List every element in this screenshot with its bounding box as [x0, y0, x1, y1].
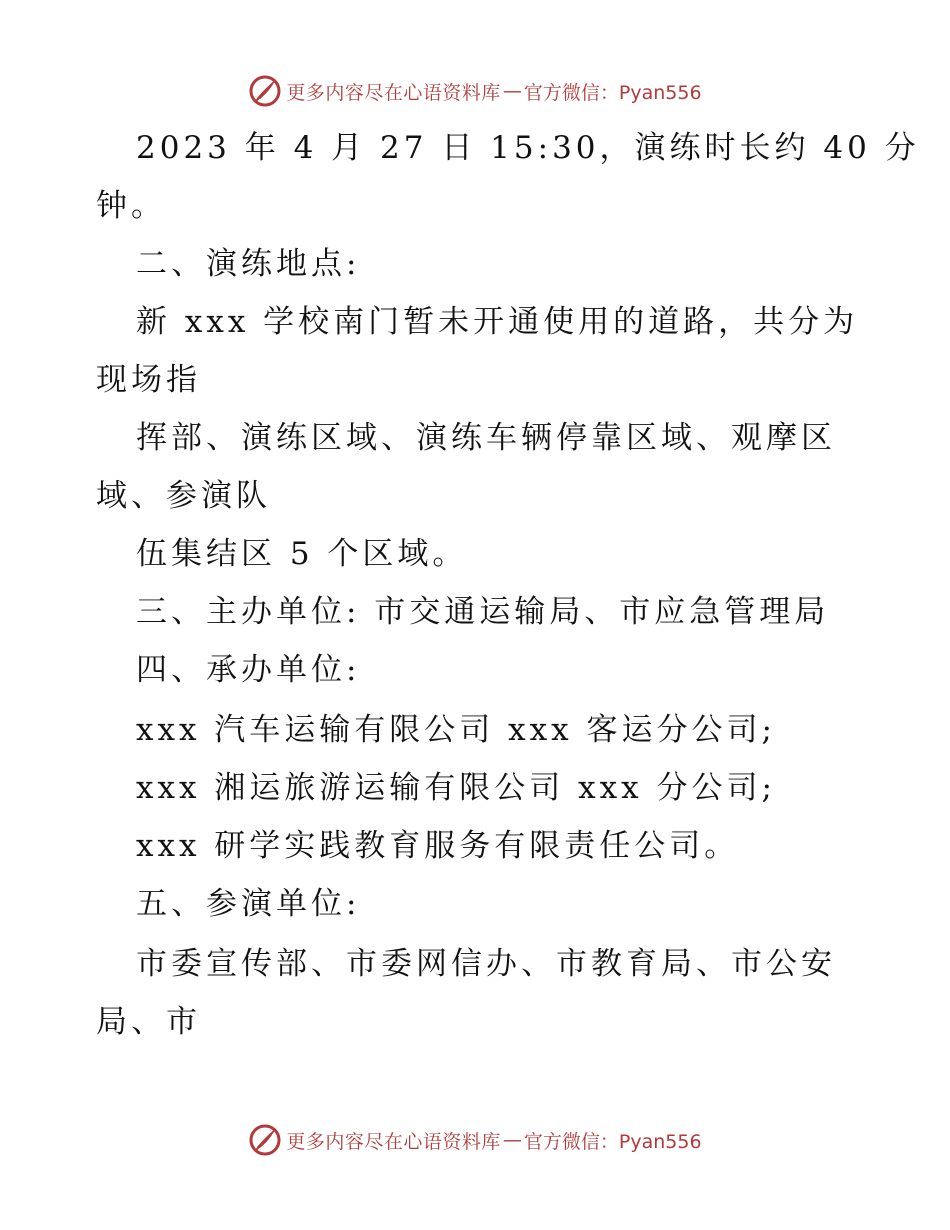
text-line: xxx 汽车运输有限公司 xxx 客运分公司;: [136, 712, 776, 748]
watermark-dash: —: [502, 1129, 522, 1151]
section-heading: 二、演练地点:: [136, 246, 361, 282]
text-line: 局、市: [96, 1004, 201, 1040]
watermark-text: 更多内容尽在心语资料库: [286, 1130, 501, 1153]
watermark-wechat: 官方微信：Pyan556: [523, 81, 702, 104]
quill-circle-logo-icon: [248, 1123, 282, 1157]
text-line: xxx 研学实践教育服务有限责任公司。: [136, 828, 740, 864]
header-watermark: [0, 71, 950, 111]
text-line: 2023 年 4 月 27 日 15:30，演练时长约 40 分: [136, 130, 920, 166]
section-heading: 四、承办单位:: [136, 652, 361, 688]
section-heading: 三、主办单位: 市交通运输局、市应急管理局: [136, 594, 830, 630]
text-line: 域、参演队: [96, 478, 271, 514]
text-line: 新 xxx 学校南门暂未开通使用的道路，共分为: [136, 304, 859, 340]
watermark-text: 更多内容尽在心语资料库: [286, 81, 501, 104]
text-line: 挥部、演练区域、演练车辆停靠区域、观摩区: [136, 420, 836, 456]
text-line: 现场指: [96, 362, 201, 398]
watermark-wechat: 官方微信：Pyan556: [523, 1130, 702, 1153]
text-line: 伍集结区 5 个区域。: [136, 536, 468, 572]
footer-watermark: [0, 1120, 950, 1160]
text-line: 钟。: [96, 188, 166, 224]
text-line: xxx 湘运旅游运输有限公司 xxx 分公司;: [136, 770, 776, 806]
quill-circle-logo-icon: [248, 74, 282, 108]
section-heading: 五、参演单位:: [136, 886, 361, 922]
watermark-dash: —: [502, 80, 522, 102]
text-line: 市委宣传部、市委网信办、市教育局、市公安: [136, 946, 836, 982]
